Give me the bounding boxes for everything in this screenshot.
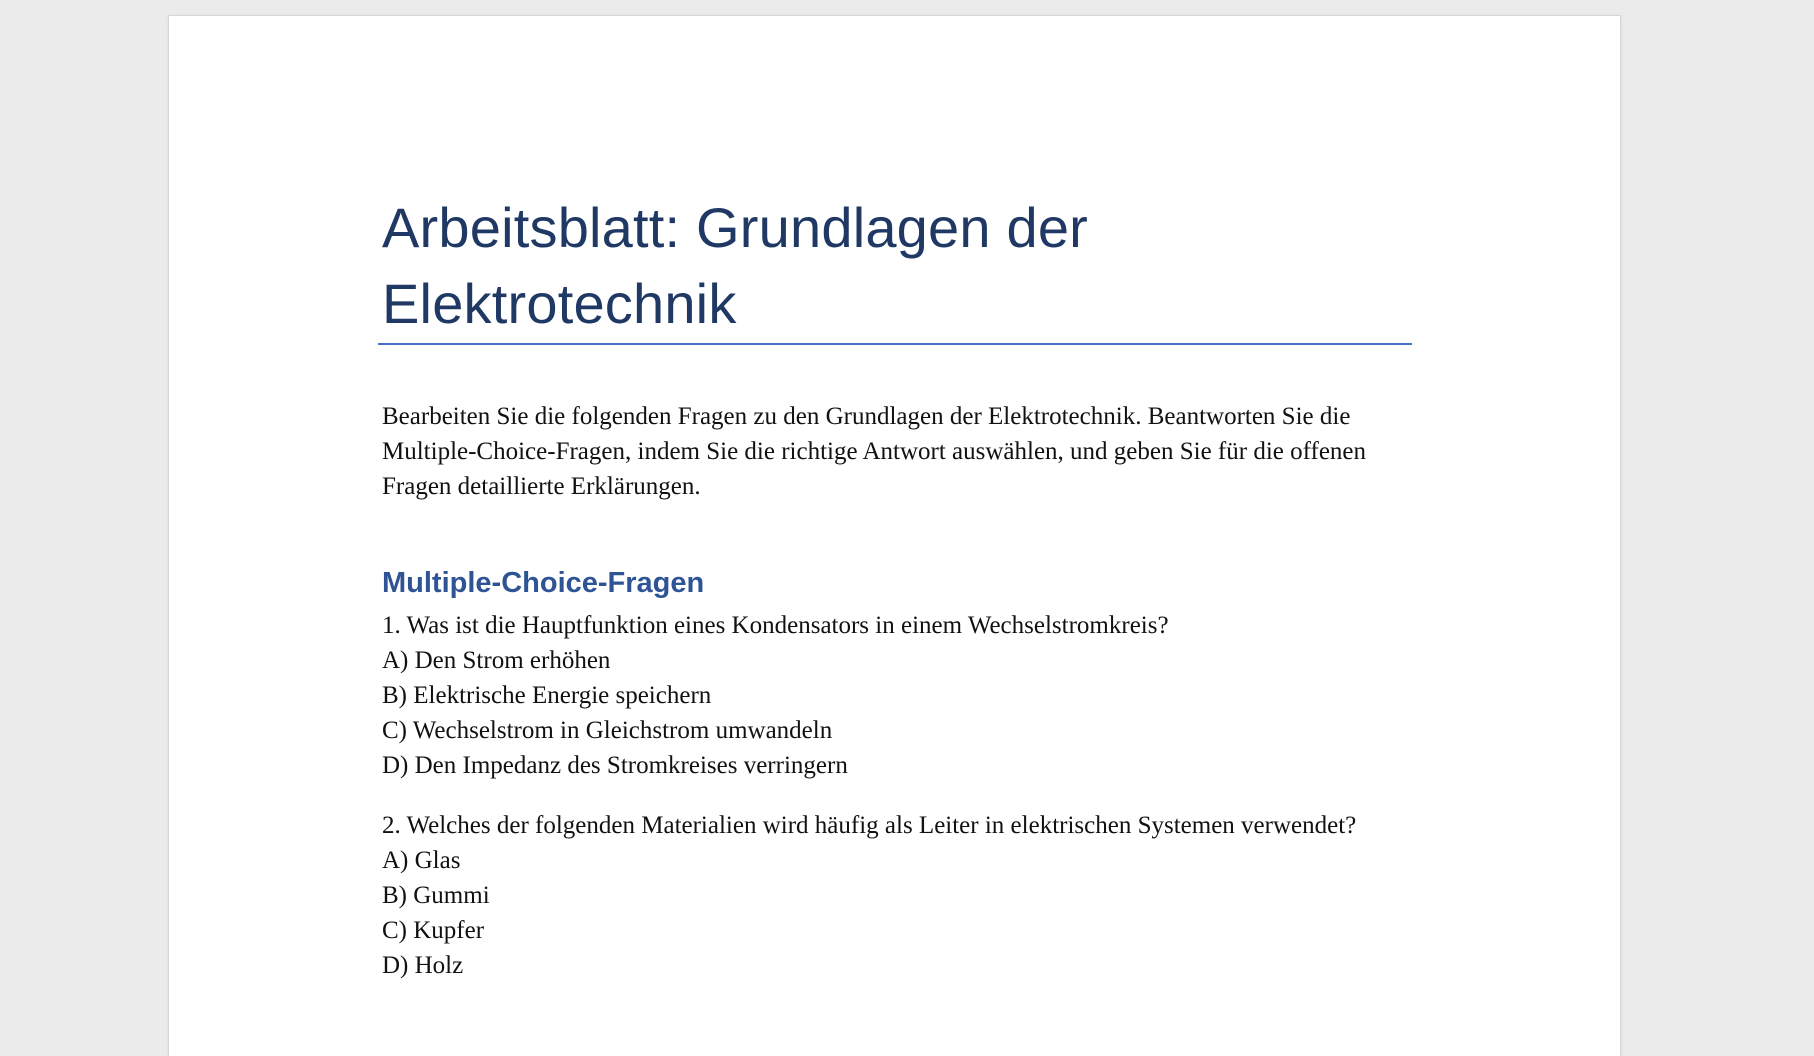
question-2-text: 2. Welches der folgenden Materialien wird häufig als Leiter in elektrischen Systemen verwendet? xyxy=(382,812,1357,839)
question-1-option-a: A) Den Strom erhöhen xyxy=(382,647,611,674)
question-1 xyxy=(382,608,1422,783)
question-1-text: 1. Was ist die Hauptfunktion eines Kondensators in einem Wechselstromkreis? xyxy=(382,612,1169,639)
document-title xyxy=(382,190,1422,342)
question-2-option-d: D) Holz xyxy=(382,952,464,979)
question-1-option-c: C) Wechselstrom in Gleichstrom umwandeln xyxy=(382,717,833,744)
section-heading-multiple-choice: Multiple-Choice-Fragen xyxy=(382,567,705,599)
title-underline-rule xyxy=(378,343,1412,345)
question-1-option-d: D) Den Impedanz des Stromkreises verringern xyxy=(382,752,848,779)
question-2-option-c: C) Kupfer xyxy=(382,917,485,944)
document-title-line-2: Elektrotechnik xyxy=(382,272,737,335)
question-2-option-a: A) Glas xyxy=(382,847,461,874)
question-2-option-b: B) Gummi xyxy=(382,882,490,909)
document-page xyxy=(169,16,1620,1056)
intro-paragraph: Bearbeiten Sie die folgenden Fragen zu den Grundlagen der Elektrotechnik. Beantworten Sie die Multiple-Choice-Fragen, indem Sie die richtige Antwort auswählen, und geben Sie für die offenen Fragen detaillierte Erklärungen. xyxy=(382,403,1367,500)
document-title-line-1: Arbeitsblatt: Grundlagen der xyxy=(382,196,1089,259)
question-2 xyxy=(382,808,1422,983)
question-1-option-b: B) Elektrische Energie speichern xyxy=(382,682,712,709)
